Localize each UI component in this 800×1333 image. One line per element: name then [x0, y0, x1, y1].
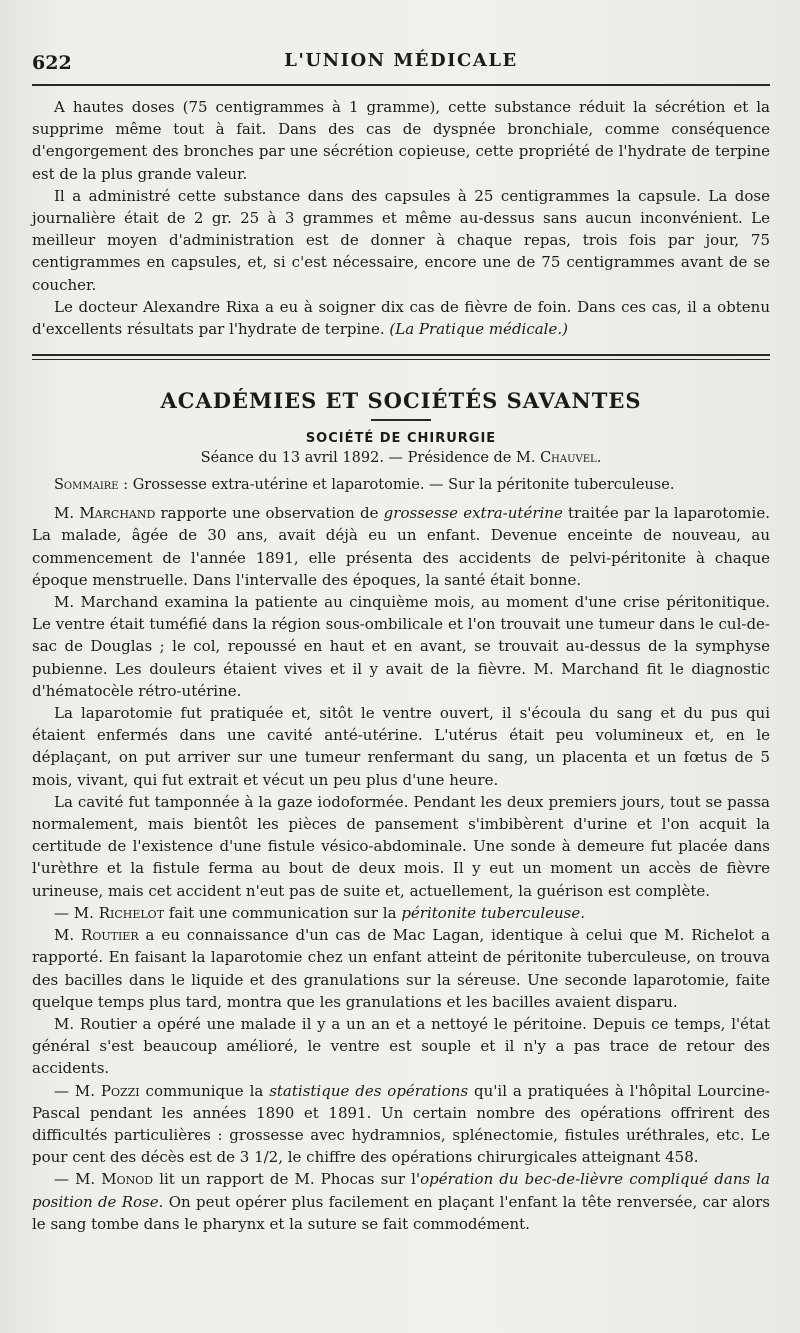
author-name: Pozzi — [100, 1081, 140, 1100]
body-text: qu'il a pratiquées à l'hôpital Lourcine-Pascal pendant les années 1890 et 1891. Un certain nombre des opérations offrirent des difficultés particulières : grossesse avec hydramnios, splénectomie, fistules uréthrales, etc. Le pour cent des décès est de 3 1/2, le chiffre des opérations chirurgicales atteignant 458. — [32, 1081, 770, 1167]
body-paragraph-1: M. Marchand rapporte une observation de grossesse extra-utérine traitée par la laparotomie. La malade, âgée de 30 ans, avait déjà eu un enfant. Devenue enceinte de nouveau, au commencement de l'année 1891, elle présenta des accidents de pelvi-péritonite à chaque époque menstruelle. Dans l'intervalle des époques, la santé était bonne. — [32, 504, 770, 589]
italic-term: grossesse extra-utérine — [383, 504, 563, 523]
intro-paragraph-1: A hautes doses (75 centigrammes à 1 gramme), cette substance réduit la sécrétion et la supprime même tout à fait. Dans des cas de dyspnée bronchiale, comme conséquence d'engorgement des bronches par une sécrétion copieuse, cette propriété de l'hydrate de terpine est de la plus grande valeur. — [32, 98, 770, 183]
body-paragraph-3: La laparotomie fut pratiquée et, sitôt le ventre ouvert, il s'écoula du sang et du pus qui étaient enfermés dans une cavité anté-utérine. L'utérus était peu volumineux et, en le déplaçant, on put arriver sur une tumeur renfermant du sang, un placenta et un fœtus de 5 mois, vivant, qui fut extrait et vécut un peu plus d'une heure. — [32, 704, 770, 789]
session-line — [32, 450, 770, 466]
intro-paragraph-3-text: Le docteur Alexandre Rixa a eu à soigner dix cas de fièvre de foin. Dans ces cas, il a obtenu d'excellents résultats par l'hydrate de terpine. — [32, 297, 770, 339]
body-text: lit un rapport de M. Phocas sur l' — [159, 1170, 421, 1189]
session-date: Séance du 13 avril 1892. — Présidence de M. — [200, 450, 536, 467]
body-paragraph-9: — M. Monod lit un rapport de M. Phocas sur l'opération du bec-de-lièvre compliqué dans la position de Rose. On peut opérer plus facilement en plaçant l'enfant la tête renversée, car alors le sang tombe dans le pharynx et la suture se fait commodément. — [32, 1170, 770, 1233]
body-text: communique la — [145, 1081, 264, 1100]
body-paragraph-7: M. Routier a opéré une malade il y a un an et a nettoyé le péritoine. Depuis ce temps, l'état général s'est beaucoup amélioré, le ventre est souple et il n'y a pas trace de retour des accidents. — [32, 1014, 770, 1078]
italic-term: opération du bec-de-lièvre compliqué dans la position de Rose. — [32, 1170, 770, 1211]
body-text: — M. — [54, 903, 94, 922]
body-paragraph-5 — [32, 902, 770, 924]
society-name: SOCIÉTÉ DE CHIRURGIE — [305, 431, 497, 447]
section-divider — [32, 354, 770, 360]
author-name: Richelot — [98, 903, 165, 922]
body-paragraph-6: M. Routier a eu connaissance d'un cas de Mac Lagan, identique à celui que M. Richelot a rapporté. En faisant la laparotomie chez un enfant atteint de péritonite tuberculeuse, on trouva des bacilles dans le liquide et des granulations sur la séreuse. Une seconde laparotomie, faite quelque temps plus tard, montra que les granulations et les bacilles avaient disparu. — [32, 926, 770, 1011]
intro-paragraph-3 — [32, 296, 770, 340]
session-president: Chauvel. — [540, 450, 602, 467]
italic-term: statistique des opérations — [269, 1081, 469, 1100]
summary — [32, 474, 770, 496]
body-paragraph-4: La cavité fut tamponnée à la gaze iodoformée. Pendant les deux premiers jours, tout se passa normalement, mais bientôt les pièces de pansement s'imbibèrent d'urine et l'on acquit la certitude de l'existence d'une fistule vésico-abdominale. Une sonde à demeure fut placée dans l'urèthre et la fistule ferma au bout de deux mois. Il y eut un moment un accès de fièvre urineuse, mais cet accident n'eut pas de suite et, actuellement, la guérison est complète. — [32, 792, 770, 900]
body-paragraph-8: — M. Pozzi communique la statistique des opérations qu'il a pratiquées à l'hôpital Lourcine-Pascal pendant les années 1890 et 1891. Un certain nombre des opérations offrirent des difficultés particulières : grossesse avec hydramnios, splénectomie, fistules uréthrales, etc. Le pour cent des décès est de 3 1/2, le chiffre des opérations chirurgicales atteignant 458. — [32, 1081, 770, 1167]
source-reference: (La Pratique médicale.) — [389, 320, 568, 339]
summary-label: Sommaire : — [54, 477, 129, 494]
section-title: ACADÉMIES ET SOCIÉTÉS SAVANTES — [160, 388, 642, 414]
intro-paragraph-2: Il a administré cette substance dans des capsules à 25 centigrammes la capsule. La dose journalière était de 2 gr. 25 à 3 grammes et même au-dessus sans aucun inconvénient. Le meilleur moyen d'administration est de donner à chaque repas, trois fois par jour, 75 centigrammes en capsules, et, si c'est nécessaire, encore une de 75 centigrammes avant de se coucher. — [32, 186, 770, 294]
running-head — [32, 48, 770, 86]
body-text: On peut opérer plus facilement en plaçant l'enfant la tête renversée, car alors le sang tombe dans le pharynx et la suture se fait commodément. — [32, 1192, 770, 1233]
journal-title: L'UNION MÉDICALE — [284, 50, 518, 71]
author-name: Marchand — [79, 504, 156, 523]
body-text: rapporte une observation de — [160, 504, 379, 523]
page-number: 622 — [32, 52, 72, 74]
author-name: Routier — [81, 926, 139, 945]
body-text: traitée par la laparotomie. La malade, âgée de 30 ans, avait déjà eu un enfant. Devenue enceinte de nouveau, au commencement de l'année 1891, elle présenta des accidents de pelvi-péritonite à chaque époque menstruelle. Dans l'intervalle des époques, la santé était bonne. — [32, 504, 770, 589]
body-paragraph-2: M. Marchand examina la patiente au cinquième mois, au moment d'une crise péritonitique. Le ventre était tuméfié dans la région sous-ombilicale et l'on trouvait une tumeur dans le cul-de-sac de Douglas ; le col, repoussé en haut et en avant, se trouvait au-dessus de la symphyse pubienne. Les douleurs étaient vives et il y avait de la fièvre. M. Marchand fit le diagnostic d'hématocèle rétro-utérine. — [32, 593, 770, 700]
italic-term: péritonite tuberculeuse. — [401, 903, 586, 922]
body-text: a eu connaissance d'un cas de Mac Lagan, identique à celui que M. Richelot a rapporté. En faisant la laparotomie chez un enfant atteint de péritonite tuberculeuse, on trouva des bacilles dans le liquide et des granulations sur la séreuse. Une seconde laparotomie, faite quelque temps plus tard, montra que les granulations et les bacilles avaient disparu. — [32, 926, 770, 1011]
summary-text: Grossesse extra-utérine et laparotomie. — Sur la péritonite tuberculeuse. — [132, 477, 675, 494]
body-text: fait une communication sur la — [168, 903, 397, 922]
author-name: Monod — [101, 1170, 154, 1189]
title-rule — [371, 419, 431, 421]
